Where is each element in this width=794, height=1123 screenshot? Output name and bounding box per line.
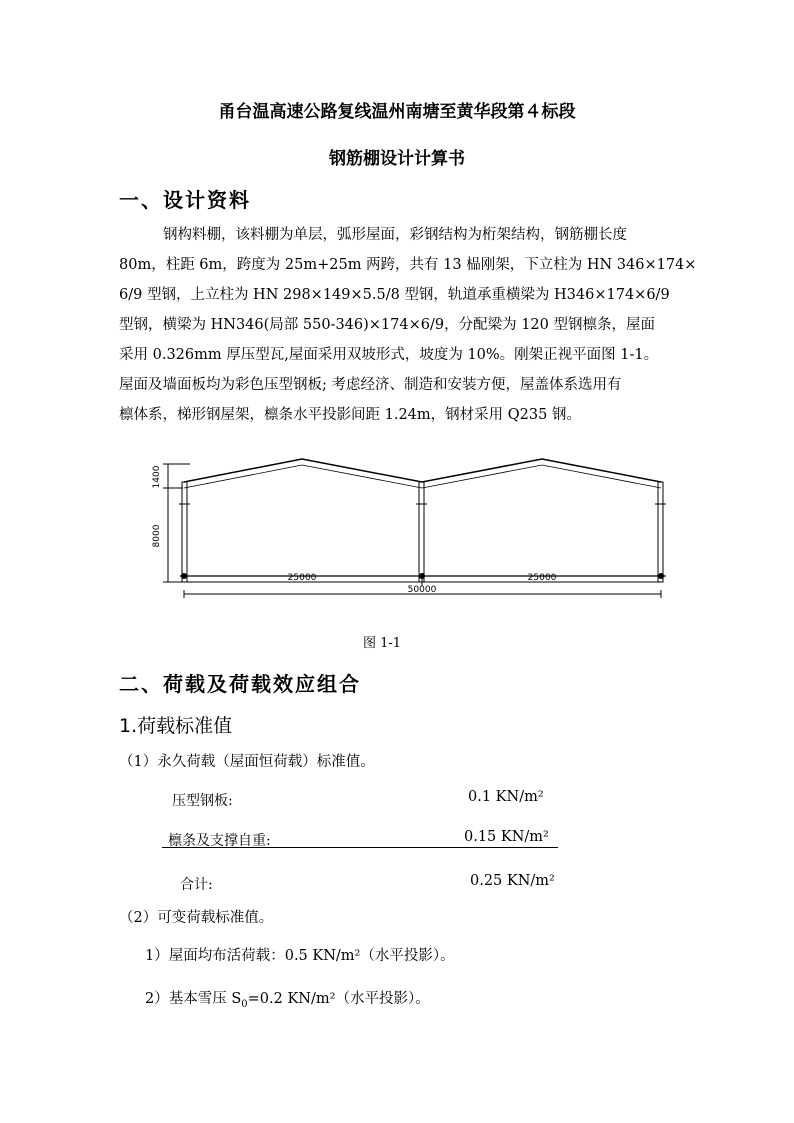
frame-elevation-drawing: [150, 452, 680, 602]
dim-label-span-left: 25000: [287, 573, 317, 583]
paragraph-line: 钢构料棚，该料棚为单层，弧形屋面，彩钢结构为桁架结构，钢筋棚长度: [163, 227, 627, 243]
dim-label-span-total: 50000: [407, 585, 437, 595]
sum-rule: [162, 847, 558, 848]
figure-caption: 图 1-1: [362, 636, 402, 651]
dim-label-height: 8000: [152, 524, 162, 548]
item-variable-load: （2）可变荷载标准值。: [119, 910, 274, 926]
snow-load-line: 2）基本雪压 $S_0=0.2$ KN/m²（水平投影）。: [145, 991, 430, 1010]
document-title: 甬台温高速公路复线温州南塘至黄华段第４标段: [218, 102, 576, 122]
section-heading-design-data: 一、设计资料: [119, 188, 251, 212]
row-value-purlin: 0.15 KN/m²: [464, 829, 549, 845]
paragraph-line: 80m，柱距 6m，跨度为 25m+25m 两跨，共有 13 榀刚架，下立柱为 HN 346×174×: [119, 257, 697, 273]
subsection-heading-load-standard: 1.荷载标准值: [119, 715, 233, 737]
item-permanent-load: （1）永久荷载（屋面恒荷载）标准值。: [119, 754, 375, 770]
paragraph-line: 屋面及墙面板均为彩色压型钢板; 考虑经济、制造和安装方便，屋盖体系选用有: [119, 377, 622, 393]
document-subtitle: 钢筋棚设计计算书: [329, 149, 465, 169]
left-column: [182, 482, 187, 582]
paragraph-line: 檩体系，梯形钢屋架，檩条水平投影间距 1.24m，钢材采用 Q235 钢。: [119, 407, 581, 423]
roof-outline: [184, 459, 661, 482]
paragraph-line: 采用 0.326mm 厚压型瓦,屋面采用双坡形式，坡度为 10%。刚架正视平面图 1-1。: [119, 347, 659, 363]
base-support: [658, 573, 664, 579]
row-value-steel-plate: 0.1 KN/m²: [468, 789, 544, 805]
paragraph-line: 型钢，横梁为 HN346(局部 550-346)×174×6/9，分配梁为 120 型钢檩条，屋面: [119, 317, 655, 333]
row-label-total: 合计:: [180, 877, 213, 893]
dim-label-span-right: 25000: [527, 573, 557, 583]
middle-column: [419, 482, 424, 582]
row-label-steel-plate: 压型钢板:: [172, 793, 233, 809]
paragraph-line: 6/9 型钢，上立柱为 HN 298×149×5.5/8 型钢，轨道承重横梁为 H346×174×6/9: [119, 287, 670, 303]
dim-label-top: 1400: [152, 465, 162, 489]
right-column: [658, 482, 663, 582]
design-data-paragraph: [119, 220, 697, 430]
base-support: [419, 573, 425, 579]
section-heading-loads: 二、荷载及荷载效应组合: [119, 672, 361, 696]
base-support: [181, 573, 187, 579]
live-load-line: 1）屋面均布活荷载：0.5 KN/m²（水平投影）。: [145, 948, 455, 964]
row-label-purlin: 檩条及支撑自重:: [168, 833, 271, 849]
row-value-total: 0.25 KN/m²: [470, 873, 555, 889]
